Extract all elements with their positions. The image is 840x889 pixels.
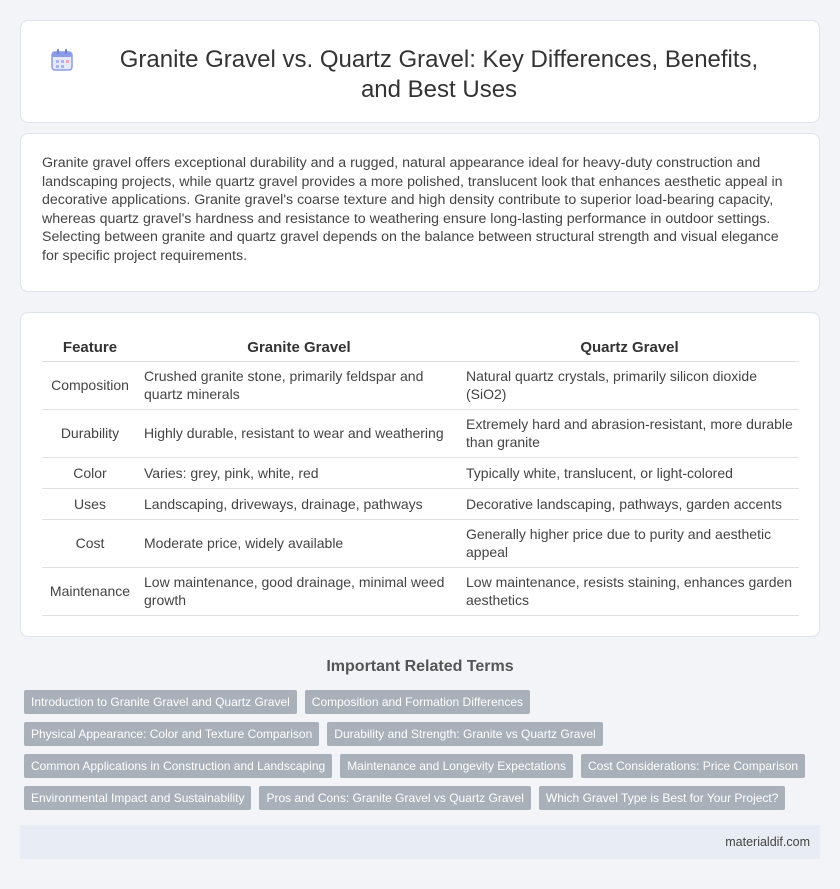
granite-cell: Highly durable, resistant to wear and weathering [138, 409, 460, 457]
tag-row [24, 754, 824, 778]
granite-cell: Crushed granite stone, primarily feldspar and quartz minerals [138, 361, 460, 409]
table-row [42, 457, 799, 488]
tag-row [24, 786, 824, 810]
table-row [42, 361, 799, 409]
quartz-cell: Typically white, translucent, or light-colored [460, 457, 799, 488]
footer [20, 825, 820, 859]
related-term-tag[interactable]: Cost Considerations: Price Comparison [581, 754, 805, 778]
related-term-tag[interactable]: Introduction to Granite Gravel and Quartz Gravel [24, 690, 297, 714]
column-header-feature: Feature [42, 333, 138, 361]
granite-cell: Landscaping, driveways, drainage, pathways [138, 488, 460, 519]
granite-cell: Varies: grey, pink, white, red [138, 457, 460, 488]
feature-cell: Cost [42, 519, 138, 567]
feature-cell: Uses [42, 488, 138, 519]
related-term-tag[interactable]: Physical Appearance: Color and Texture Comparison [24, 722, 319, 746]
table-row [42, 488, 799, 519]
site-name[interactable]: materialdif.com [725, 835, 810, 849]
quartz-cell: Decorative landscaping, pathways, garden accents [460, 488, 799, 519]
table-header-row [42, 333, 799, 361]
quartz-cell: Low maintenance, resists staining, enhances garden aesthetics [460, 567, 799, 615]
related-terms-list [24, 690, 824, 818]
related-term-tag[interactable]: Which Gravel Type is Best for Your Project? [539, 786, 786, 810]
page-title: Granite Gravel vs. Quartz Gravel: Key Differences, Benefits, and Best Uses [119, 46, 759, 103]
quartz-cell: Natural quartz crystals, primarily silicon dioxide (SiO2) [460, 361, 799, 409]
granite-cell: Moderate price, widely available [138, 519, 460, 567]
quartz-cell: Generally higher price due to purity and aesthetic appeal [460, 519, 799, 567]
feature-cell: Maintenance [42, 567, 138, 615]
tag-row [24, 690, 824, 714]
feature-cell: Composition [42, 361, 138, 409]
column-header-granite: Granite Gravel [138, 333, 460, 361]
related-term-tag[interactable]: Pros and Cons: Granite Gravel vs Quartz Gravel [259, 786, 530, 810]
related-term-tag[interactable]: Durability and Strength: Granite vs Quartz Gravel [327, 722, 602, 746]
related-term-tag[interactable]: Common Applications in Construction and Landscaping [24, 754, 332, 778]
feature-cell: Color [42, 457, 138, 488]
table-row [42, 409, 799, 457]
comparison-table [42, 333, 799, 616]
tag-row [24, 722, 824, 746]
title-card [20, 20, 820, 123]
intro-paragraph: Granite gravel offers exceptional durability and a rugged, natural appearance ideal for heavy-duty construction and landscaping projects, while quartz gravel provides a more polished, translucent look that enhances aesthetic appeal in decorative applications. Granite gravel's coarse texture and high density contribute to superior load-bearing capacity, whereas quartz gravel's hardness and resistance to weathering ensure long-lasting performance in outdoor settings. Selecting between granite and quartz gravel depends on the balance between structural strength and visual elegance for specific project requirements. [42, 155, 783, 264]
quartz-cell: Extremely hard and abrasion-resistant, more durable than granite [460, 409, 799, 457]
related-terms-title: Important Related Terms [326, 658, 514, 675]
feature-cell: Durability [42, 409, 138, 457]
related-term-tag[interactable]: Composition and Formation Differences [305, 690, 530, 714]
column-header-quartz: Quartz Gravel [460, 333, 799, 361]
related-term-tag[interactable]: Environmental Impact and Sustainability [24, 786, 251, 810]
intro-card [20, 133, 820, 292]
related-term-tag[interactable]: Maintenance and Longevity Expectations [340, 754, 573, 778]
table-row [42, 567, 799, 615]
granite-cell: Low maintenance, good drainage, minimal weed growth [138, 567, 460, 615]
comparison-card [20, 312, 820, 637]
table-row [42, 519, 799, 567]
